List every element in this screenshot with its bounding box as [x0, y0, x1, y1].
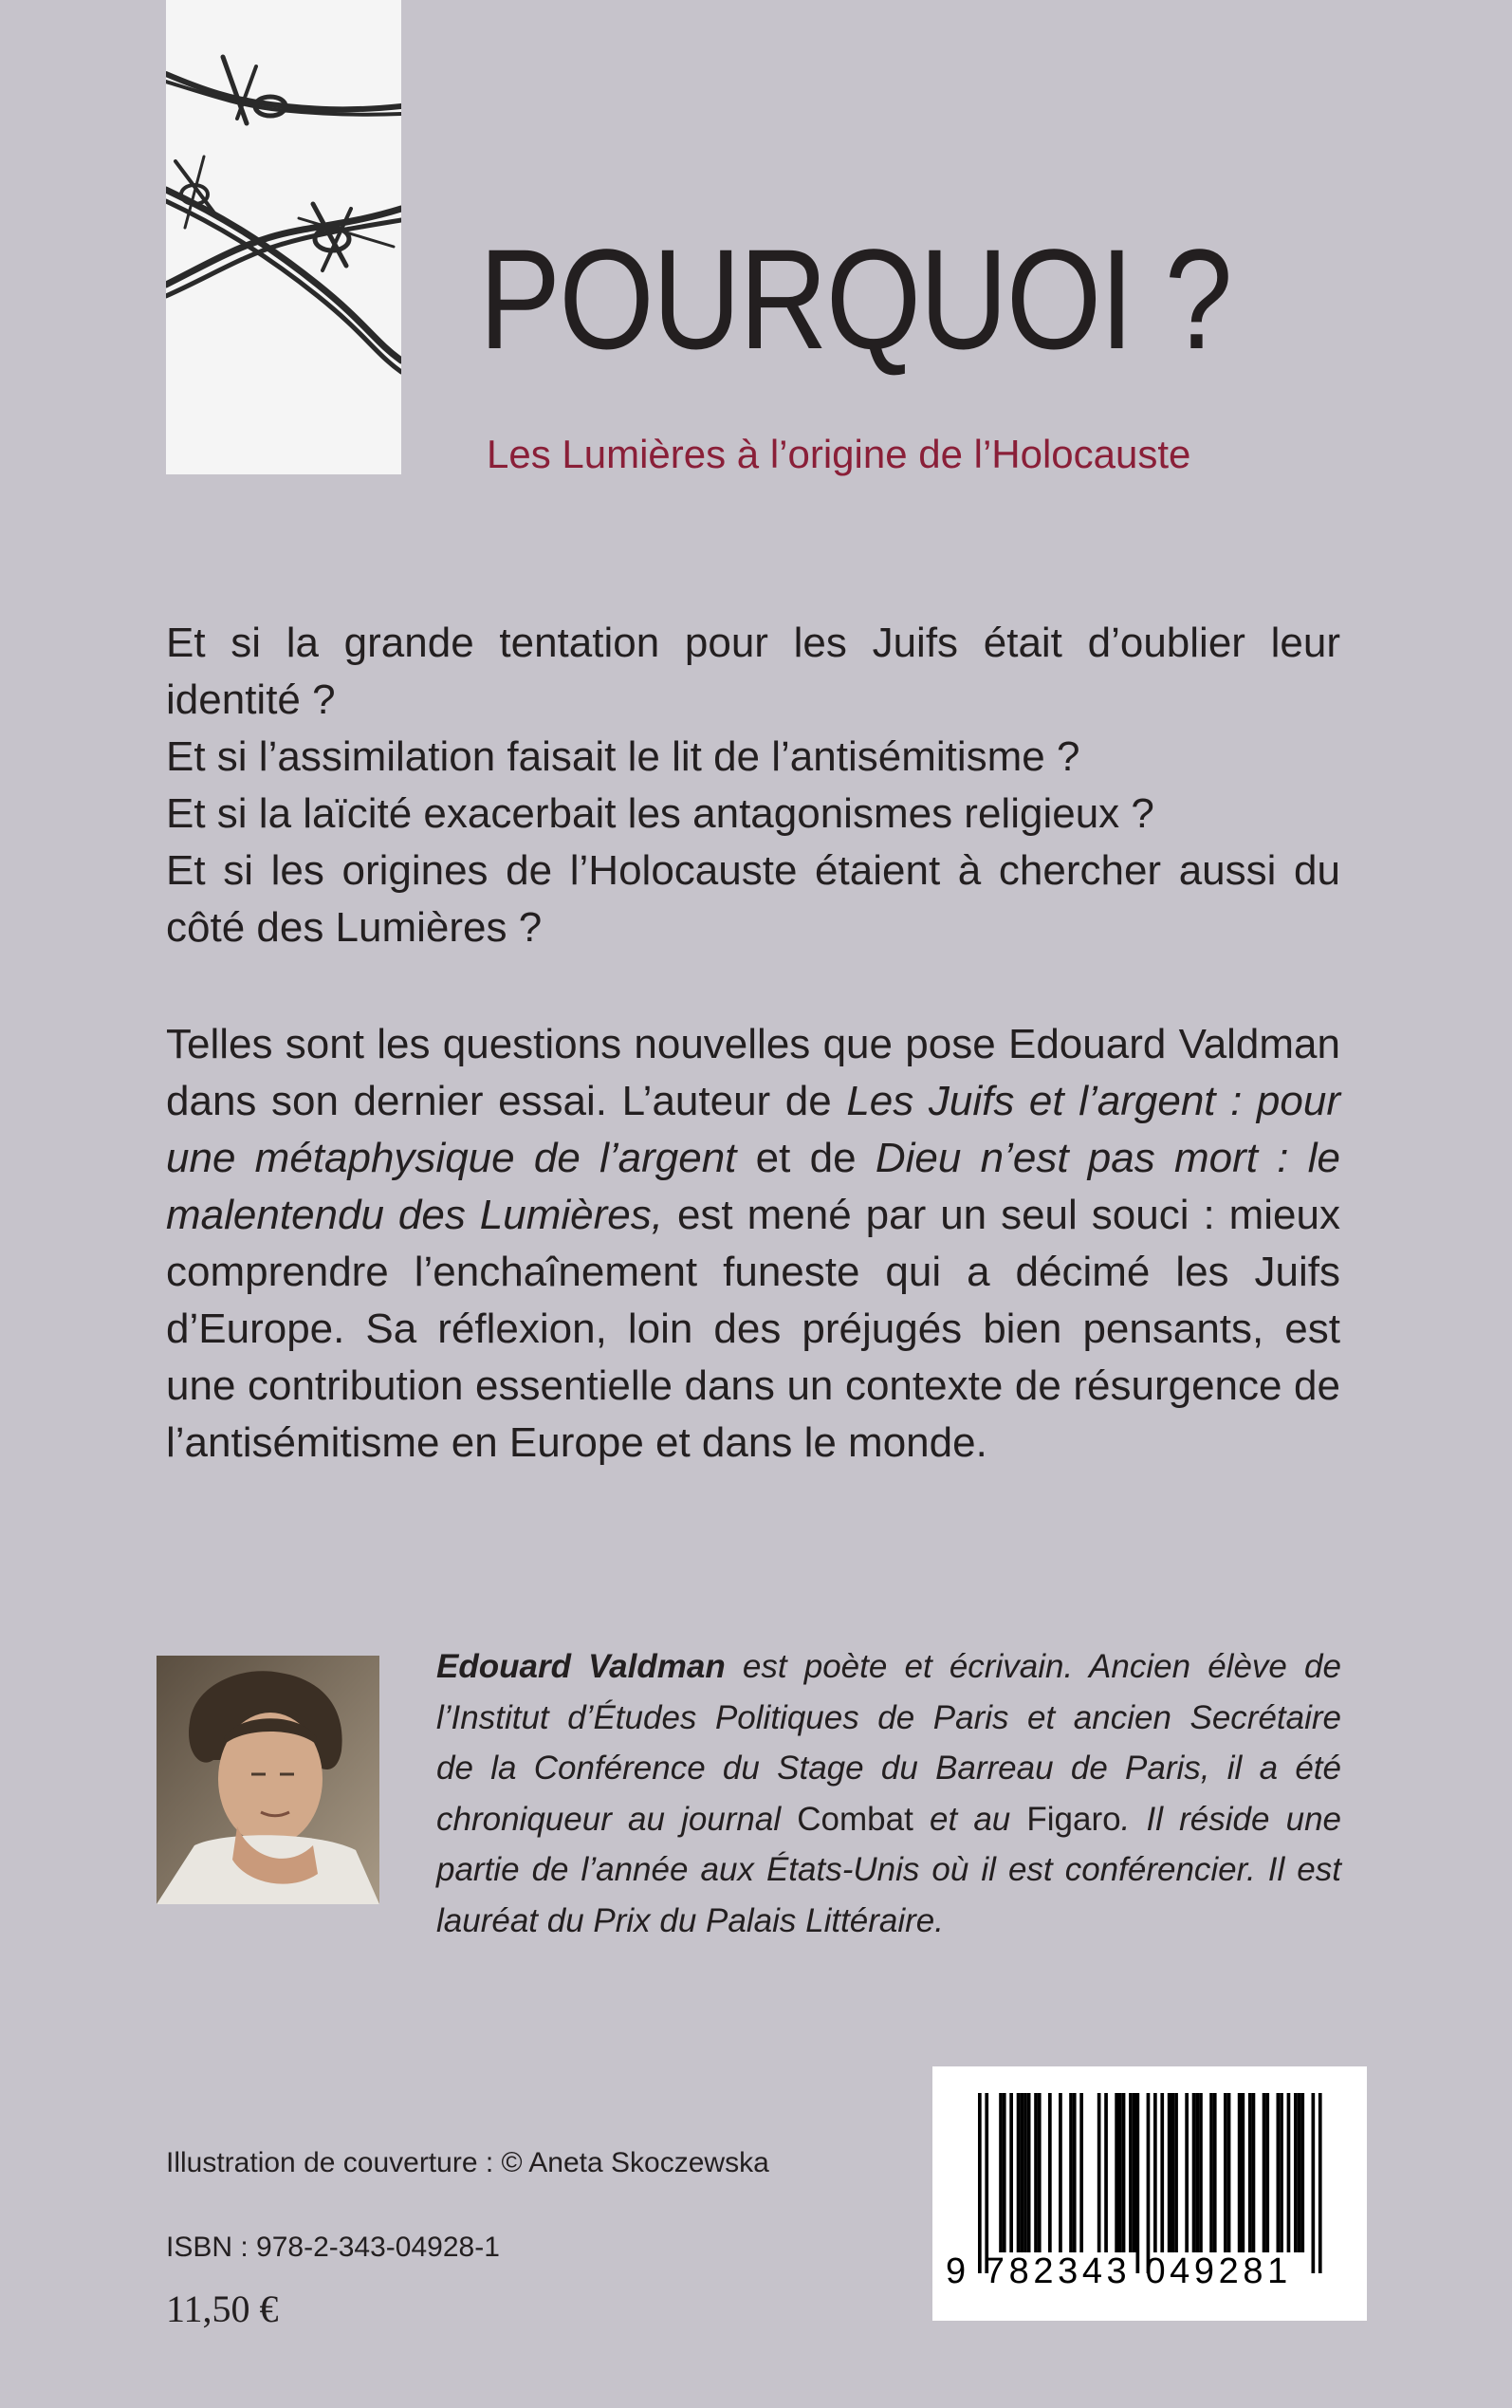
barcode-bar: [1168, 2093, 1171, 2252]
description-text-1: Telles sont les questions nouvelles que pose Edouard Valdman dans son dernier essai. L’auteur de: [166, 1021, 1340, 1124]
bio-text-1: est poète et écrivain. Ancien élève de: [725, 1648, 1341, 1685]
barcode-bar: [1265, 2093, 1269, 2252]
barcode-bar: [1153, 2093, 1157, 2252]
question-4: Et si les origines de l’Holocauste étaient à chercher aussi du côté des Lumières ?: [166, 847, 1340, 951]
barbed-wire-illustration: [166, 0, 401, 474]
barcode-bar: [1185, 2093, 1189, 2252]
description-text-3: est mené par un seul souci : mieux comprendre l’enchaînement funeste qui a décimé les Juifs d’Europe. Sa réflexion, loin des préjugés bien pensants, est une contribution essentielle dans un contexte de résurgence de l’antisémitisme en Europe et dans le monde.: [166, 1192, 1340, 1466]
barcode-bar: [1277, 2093, 1281, 2252]
price: 11,50 €: [166, 2288, 279, 2330]
barcode-bar: [1147, 2093, 1151, 2273]
barcode-bar: [1195, 2093, 1199, 2252]
barcode-bar: [1174, 2093, 1178, 2252]
barbed-wire-icon: [166, 0, 401, 474]
barcode-bar: [1059, 2093, 1062, 2252]
barcode-bar: [1104, 2093, 1108, 2252]
author-bio: [436, 1641, 1341, 1946]
barcode-bar: [985, 2093, 988, 2273]
question-1: Et si la grande tentation pour les Juifs était d’oublier leur identité ?: [166, 620, 1340, 723]
isbn: ISBN : 978-2-343-04928-1: [166, 2232, 500, 2263]
barcode-bar: [1300, 2093, 1304, 2252]
barcode-digits: 9 782343 049281: [946, 2251, 1292, 2291]
barcode-bar: [1136, 2093, 1140, 2273]
bio-line-4: [436, 1794, 1341, 1845]
barcode-bar: [1017, 2093, 1021, 2252]
barcode-bar: [1192, 2093, 1196, 2252]
description-text-2: et de: [736, 1135, 876, 1181]
barcode-bar: [1294, 2093, 1298, 2252]
barcode-bar: [1020, 2093, 1023, 2252]
book-title-1: Les Juifs et l’argent : pour une métaphysique de l’argent: [166, 1078, 1340, 1181]
barcode-bar: [1318, 2093, 1322, 2273]
illustration-credit: Illustration de couverture : © Aneta Skoczewska: [166, 2147, 769, 2178]
barcode-bar: [1122, 2093, 1126, 2252]
barcode-bar: [1160, 2093, 1164, 2252]
newspaper-figaro: Figaro: [1026, 1800, 1121, 1838]
barcode-bar: [1027, 2093, 1031, 2252]
barcode-bar: [1023, 2093, 1027, 2252]
bio-line-2: l’Institut d’Études Politiques de Paris et ancien Secrétaire: [436, 1698, 1341, 1736]
book-description: [166, 1016, 1340, 1472]
author-name: Edouard Valdman: [436, 1648, 726, 1685]
barcode-bar: [1312, 2093, 1316, 2273]
barcode-bar: [1248, 2093, 1252, 2252]
barcode-bar: [1038, 2093, 1042, 2252]
barcode-bar: [1069, 2093, 1073, 2252]
bio-line-6: lauréat du Prix du Palais Littéraire.: [436, 1901, 944, 1939]
bio-text-6: . Il réside une: [1120, 1800, 1342, 1838]
barcode-bar: [1133, 2093, 1136, 2252]
newspaper-combat: Combat: [797, 1800, 913, 1838]
intro-questions: [166, 615, 1340, 956]
barcode-bar: [1287, 2093, 1291, 2252]
bio-line-5: partie de l’année aux États-Unis où il est conférencier. Il est: [436, 1851, 1341, 1888]
barcode-bar: [1280, 2093, 1283, 2252]
barcode-bar: [1079, 2093, 1083, 2252]
barcode-bar: [999, 2093, 1003, 2252]
bio-line-1: [436, 1641, 1341, 1693]
barcode-bar: [1242, 2093, 1245, 2252]
barcode: [932, 2066, 1367, 2321]
barcode-bar: [1115, 2093, 1118, 2252]
barcode-bar: [1238, 2093, 1242, 2252]
book-title: POURQUOI ?: [479, 219, 1231, 379]
book-title-2: Dieu n’est pas mort : le malentendu des Lumières,: [166, 1135, 1341, 1238]
bio-line-3: de la Conférence du Stage du Barreau de Paris, il a été: [436, 1750, 1341, 1787]
barcode-bar: [1224, 2093, 1227, 2252]
bio-text-5: et au: [913, 1800, 1027, 1838]
barcode-bar: [1009, 2093, 1013, 2252]
book-subtitle: Les Lumières à l’origine de l’Holocauste: [487, 432, 1191, 476]
barcode-bar: [1213, 2093, 1217, 2252]
barcode-bar: [1227, 2093, 1231, 2252]
barcode-bar: [978, 2093, 982, 2273]
question-3: Et si la laïcité exacerbait les antagonismes religieux ?: [166, 790, 1154, 837]
barcode-bar: [1129, 2093, 1133, 2252]
barcode-bar: [1118, 2093, 1122, 2252]
barcode-bar: [1003, 2093, 1006, 2252]
barcode-bar: [1034, 2093, 1038, 2252]
barcode-bar: [1209, 2093, 1213, 2252]
barcode-bar: [1048, 2093, 1052, 2252]
author-photo: [157, 1656, 379, 1904]
bio-text-4: chroniqueur au journal: [436, 1800, 798, 1838]
barcode-bar: [1298, 2093, 1301, 2252]
barcode-bar: [1199, 2093, 1203, 2252]
barcode-bar: [1073, 2093, 1077, 2252]
author-portrait-icon: [157, 1656, 379, 1904]
question-2: Et si l’assimilation faisait le lit de l’antisémitisme ?: [166, 733, 1080, 780]
barcode-bar: [1263, 2093, 1266, 2252]
barcode-bar: [1097, 2093, 1101, 2252]
barcode-bar: [1252, 2093, 1256, 2252]
barcode-bar: [1171, 2093, 1175, 2252]
